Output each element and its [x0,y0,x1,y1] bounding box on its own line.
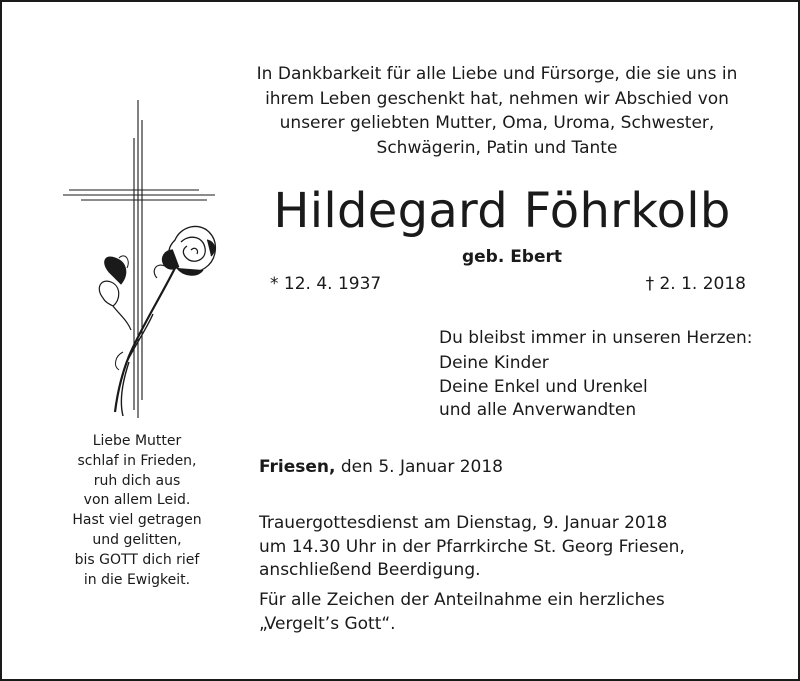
poem [52,432,222,590]
intro-text [252,62,742,160]
intro-line: ihrem Leben geschenkt hat, nehmen wir Abschied von [265,88,729,109]
intro-line: unserer geliebten Mutter, Oma, Uroma, Schwester, [279,113,715,133]
thanks-note [259,588,665,636]
family-line: und alle Anverwandten [439,400,637,420]
intro-line: Schwägerin, Patin und Tante [376,137,618,158]
intro-line: In Dankbarkeit für alle Liebe und Fürsorge, die sie uns in [256,64,738,84]
poem-line: bis GOTT dich rief [74,551,200,568]
family-line: Deine Kinder [439,353,549,373]
place-date-line [259,455,503,479]
poem-line: Hast viel getragen [72,512,202,529]
service-line: Trauergottesdienst am Dienstag, 9. Januar 2018 [259,513,668,533]
service-line: anschließend Beerdigung. [259,560,481,580]
poem-line: ruh dich aus [93,472,181,489]
motto-line: Du bleibst immer in unseren Herzen: [439,328,753,348]
poem-line: von allem Leid. [83,492,191,509]
poem-line: in die Ewigkeit. [83,571,191,588]
birth-date: * 12. 4. 1937 [270,274,382,294]
service-line: um 14.30 Uhr in der Pfarrkirche St. Georg Friesen, [259,536,685,557]
place-name: Friesen, [259,457,336,477]
poem-line: schlaf in Frieden, [77,452,197,469]
funeral-service-info [259,512,685,583]
death-date: † 2. 1. 2018 [645,274,746,294]
deceased-name: Hildegard Föhrkolb [273,183,731,239]
poem-line: und gelitten, [92,531,182,548]
thanks-line: Für alle Zeichen der Anteilnahme ein herzliches [259,590,665,610]
maiden-name: geb. Ebert [461,247,563,267]
family-line: Deine Enkel und Urenkel [439,376,648,397]
notice-date: den 5. Januar 2018 [340,457,503,477]
poem-line: Liebe Mutter [92,433,182,449]
thanks-line: „Vergelt’s Gott“. [259,614,396,634]
cross-with-rose-icon [57,100,232,420]
family-signature [439,352,648,423]
